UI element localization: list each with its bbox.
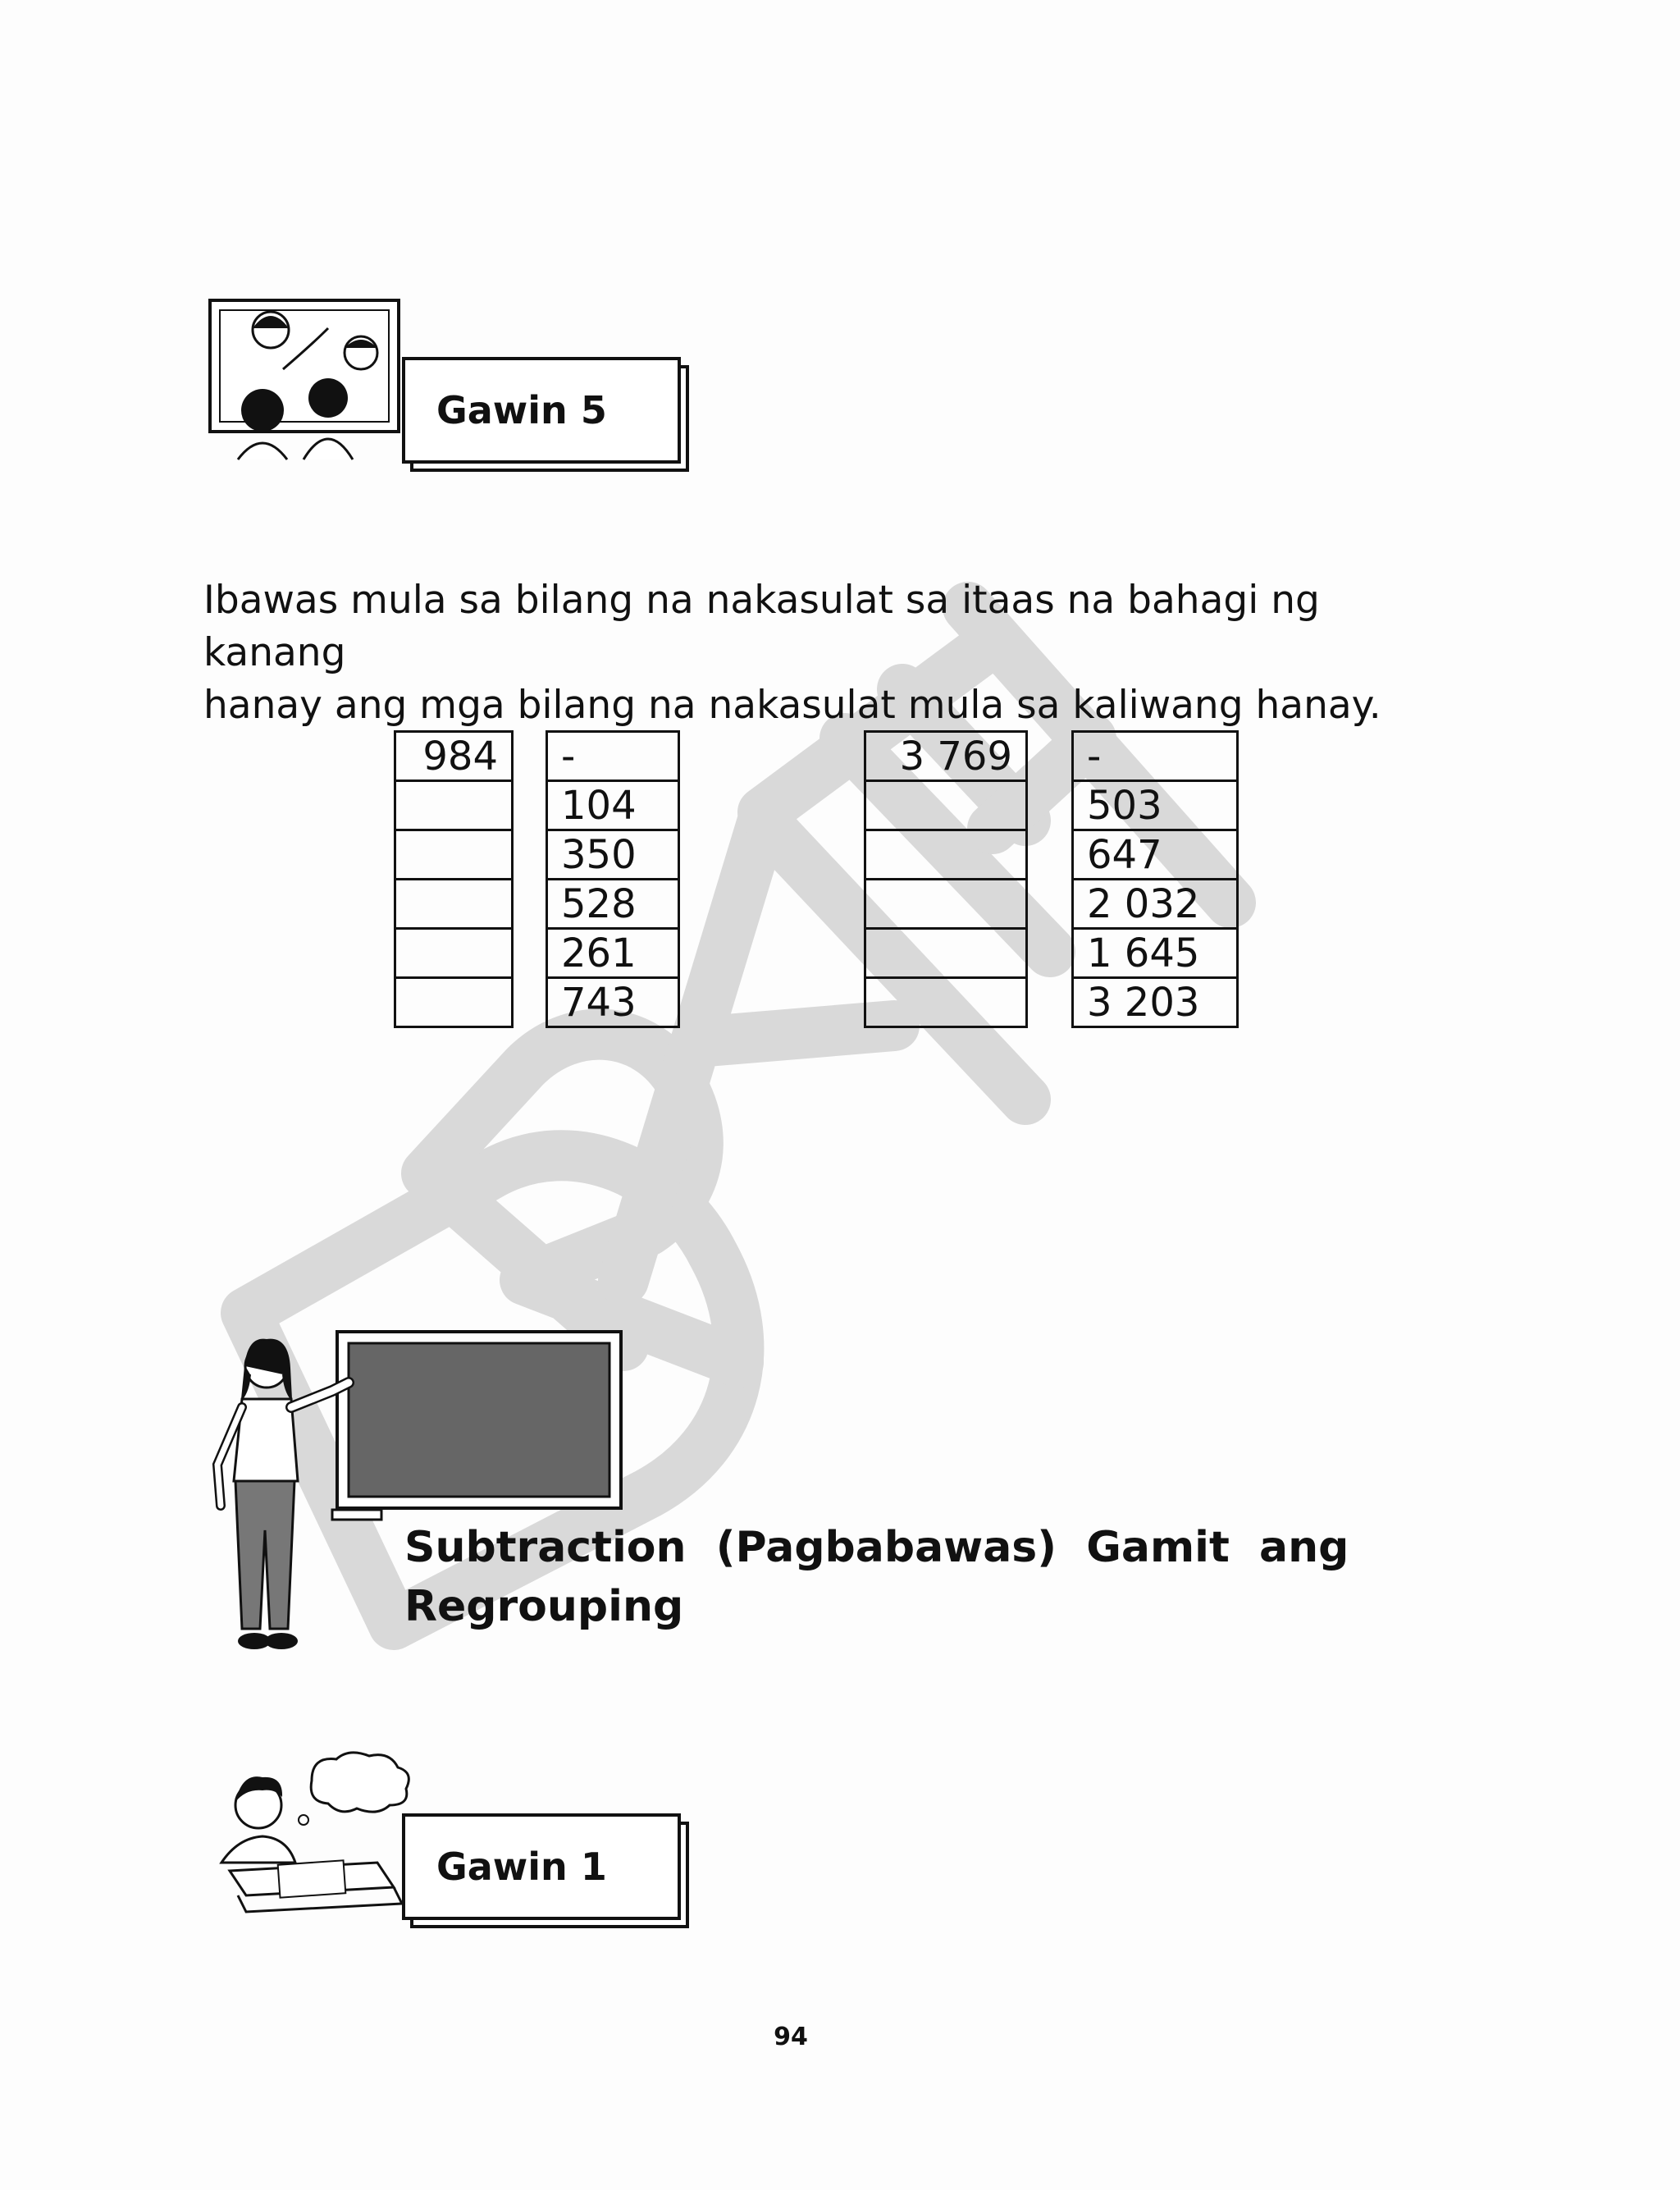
subtrahend-cell: 503 — [1073, 781, 1238, 830]
subtrahend-cell: 104 — [547, 781, 679, 830]
answer-cell[interactable] — [395, 880, 513, 929]
instruction-line-1: Ibawas mula sa bilang na nakasulat sa itaas na bahagi ng kanang — [203, 578, 1320, 675]
watermark-letter-r — [427, 1035, 738, 1362]
answer-cell[interactable] — [395, 978, 513, 1027]
table-row — [1073, 880, 1238, 929]
table2-subtrahend-column — [1071, 730, 1239, 1028]
table2-top-number: 3 769 — [865, 732, 1027, 781]
section-title-line-2: Regrouping — [404, 1582, 684, 1631]
table-row — [1073, 732, 1238, 781]
gawin-5-label-box — [402, 357, 681, 464]
table-row — [395, 978, 513, 1027]
gawin-1-label: Gawin 1 — [436, 1845, 607, 1889]
answer-cell[interactable] — [865, 929, 1027, 978]
table-row — [395, 880, 513, 929]
gawin-5-label: Gawin 5 — [436, 388, 607, 432]
section-title-line-1: Subtraction (Pagbabawas) Gamit ang — [404, 1523, 1349, 1572]
answer-cell[interactable] — [865, 978, 1027, 1027]
page-number: 94 — [774, 2023, 808, 2051]
answer-cell[interactable] — [395, 781, 513, 830]
subtrahend-cell: 261 — [547, 929, 679, 978]
gawin-1-label-box — [402, 1813, 681, 1920]
table-row — [865, 830, 1027, 880]
table-row — [865, 929, 1027, 978]
table-row — [1073, 781, 1238, 830]
answer-cell[interactable] — [395, 830, 513, 880]
instruction-line-2: hanay ang mga bilang na nakasulat mula sa kaliwang hanay. — [203, 683, 1381, 728]
subtrahend-cell: 3 203 — [1073, 978, 1238, 1027]
table-row — [1073, 978, 1238, 1027]
table-row — [865, 781, 1027, 830]
table1-top-number: 984 — [395, 732, 513, 781]
table-row — [547, 929, 679, 978]
answer-cell[interactable] — [865, 830, 1027, 880]
table-row — [395, 830, 513, 880]
subtrahend-cell: 743 — [547, 978, 679, 1027]
table-row — [547, 732, 679, 781]
student-thinking-illustration — [205, 1748, 418, 1928]
table-row — [1073, 929, 1238, 978]
answer-cell[interactable] — [865, 781, 1027, 830]
table-row — [547, 781, 679, 830]
students-at-board-illustration — [205, 295, 406, 472]
table-row — [547, 830, 679, 880]
answer-cell[interactable] — [865, 880, 1027, 929]
minus-sign: - — [547, 732, 679, 781]
table-row — [865, 978, 1027, 1027]
subtrahend-cell: 647 — [1073, 830, 1238, 880]
instruction-text — [203, 574, 1434, 732]
subtrahend-cell: 350 — [547, 830, 679, 880]
answer-cell[interactable] — [395, 929, 513, 978]
section-title — [404, 1518, 1349, 1636]
table-row — [547, 978, 679, 1027]
table1-answer-column — [394, 730, 514, 1028]
table2-answer-column — [864, 730, 1028, 1028]
table-row — [1073, 830, 1238, 880]
table-row — [865, 880, 1027, 929]
subtrahend-cell: 2 032 — [1073, 880, 1238, 929]
table1-subtrahend-column — [546, 730, 680, 1028]
subtrahend-cell: 1 645 — [1073, 929, 1238, 978]
table-row — [395, 732, 513, 781]
table-row — [547, 880, 679, 929]
table-row — [395, 929, 513, 978]
minus-sign: - — [1073, 732, 1238, 781]
subtrahend-cell: 528 — [547, 880, 679, 929]
table-row — [395, 781, 513, 830]
table-row — [865, 732, 1027, 781]
